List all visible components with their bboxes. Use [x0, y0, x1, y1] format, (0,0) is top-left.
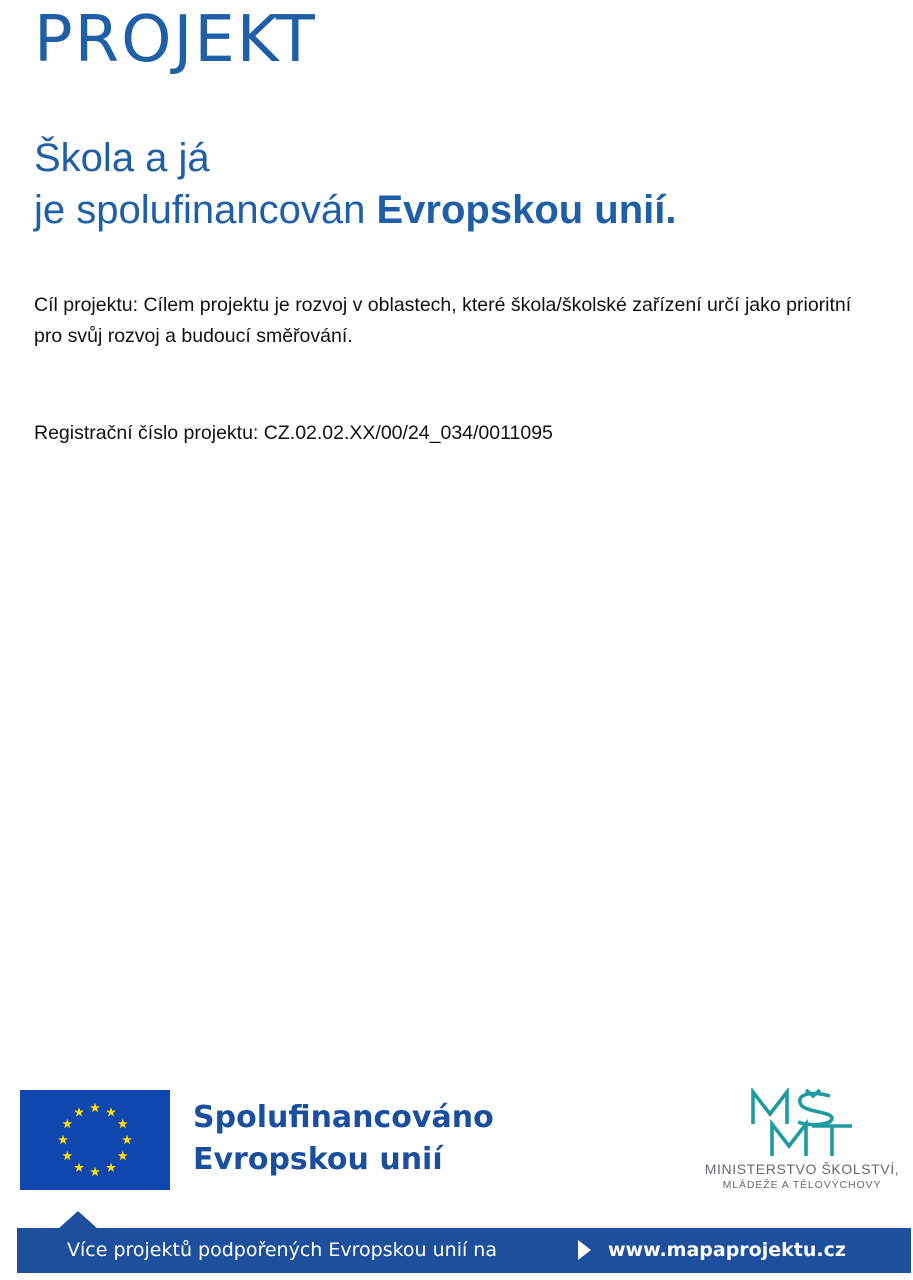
registration-label: Registrační číslo projektu:: [34, 422, 259, 444]
play-arrow-icon: [578, 1240, 591, 1260]
eu-cofinancing-text: [193, 1097, 494, 1181]
ministry-name-line2: MLÁDEŽE A TĚLOVÝCHOVY: [722, 1179, 882, 1191]
banner-text: Více projektů podpořených Evropskou unií na: [67, 1239, 497, 1261]
banner-tab: [58, 1211, 98, 1229]
ministry-name-line1: MINISTERSTVO ŠKOLSTVÍ,: [704, 1161, 900, 1177]
cofinancing-statement: [34, 184, 894, 236]
ministry-name: [696, 1161, 908, 1192]
registration-number: [34, 419, 879, 447]
registration-value: CZ.02.02.XX/00/24_034/0011095: [263, 422, 553, 444]
project-goal: [34, 290, 879, 352]
msmt-logo-icon: [748, 1088, 860, 1160]
eu-cofinancing-line1: Spolufinancováno: [193, 1100, 494, 1135]
goal-text: Cílem projektu je rozvoj v oblastech, které škola/školské zařízení určí jako prioritní pro svůj rozvoj a budoucí směřování.: [34, 294, 852, 347]
banner-url-link[interactable]: www.mapaprojektu.cz: [608, 1239, 846, 1261]
eu-flag-icon: [20, 1090, 170, 1190]
cofinancing-prefix: je spolufinancován: [34, 188, 377, 232]
cofinancing-eu: Evropskou unií.: [376, 188, 677, 232]
project-name: Škola a já: [34, 136, 210, 180]
eu-cofinancing-line2: Evropskou unií: [193, 1142, 443, 1177]
page-heading: PROJEKT: [34, 3, 317, 77]
goal-label: Cíl projektu:: [34, 294, 139, 316]
project-title: [34, 132, 894, 236]
